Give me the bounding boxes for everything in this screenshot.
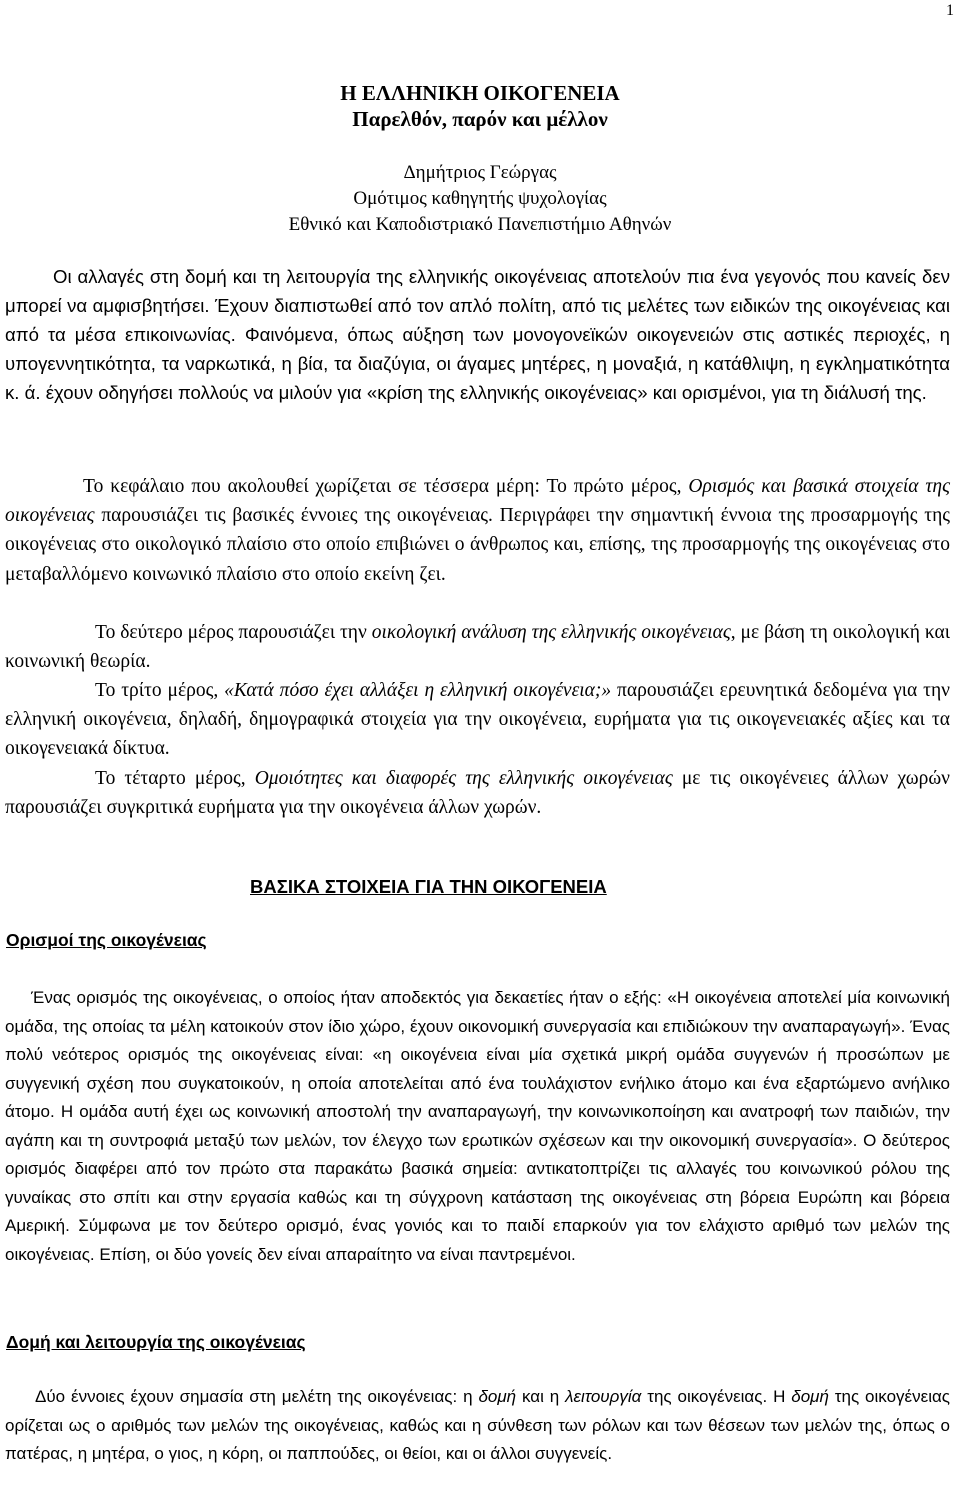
structure-text-c: της οικογένειας. Η (641, 1387, 792, 1406)
intro-paragraph: Οι αλλαγές στη δομή και τη λειτουργία της ελληνικής οικογένειας αποτελούν πια ένα γεγονός που κανείς δεν μπορεί να αμφισβητήσει. Έχουν διαπιστωθεί από τον απλό πολίτη, από τις μελέτες των ειδικών της οικογένειας και από τα μέσα επικοινωνίας. Φαινόμενα, όπως αύξηση των μονογονεϊκών οικογενειών στις αστικές περιοχές, η υπογεννητικότητα, τα ναρκωτικά, η βία, τα διαζύγια, οι άγαμες μητέρες, η μοναξιά, η κατάθλιψη, η εγκληματικότητα κ. ά. έχουν οδηγήσει πολλούς να μιλούν για «κρίση της ελληνικής οικογένειας» και ορισμένοι, για τη διάλυσή της. (5, 266, 950, 403)
section-heading: ΒΑΣΙΚΑ ΣΤΟΙΧΕΙΑ ΓΙΑ ΤΗΝ ΟΙΚΟΓΕΝΕΙΑ (250, 876, 607, 897)
part-two-text: , με βάση τη οικολογική και κοινωνική θεωρία. (5, 622, 950, 673)
page-number: 1 (946, 2, 954, 19)
chapter-part-one-paragraph (5, 472, 950, 589)
structure-text-b: και η (516, 1387, 566, 1406)
part-three-text: παρουσιάζει ερευνητικά δεδομένα για την ελληνική οικογένεια, δηλαδή, δημογραφικά στοιχεία για την οικογένεια, ευρήματα για τις οικογενειακές αξίες και τα οικογενειακά δίκτυα. (5, 680, 950, 760)
chapter-part-four-paragraph (5, 764, 950, 822)
term-structure-2: δομή (791, 1387, 829, 1406)
chapter-part-three-paragraph (5, 676, 950, 764)
part-two-lead: Το δεύτερο μέρος παρουσιάζει την (95, 622, 372, 643)
part-four-lead: Το τέταρτο μέρος, (95, 768, 255, 789)
part-one-title: Ορισμός και βασικά στοιχεία της οικογένειας (5, 476, 950, 527)
definitions-heading: Ορισμοί της οικογένειας (6, 930, 207, 950)
term-function: λειτουργία (565, 1387, 642, 1406)
chapter-intro-text: Το κεφάλαιο που ακολουθεί χωρίζεται σε τέσσερα μέρη: (83, 476, 547, 497)
definitions-paragraph: Ένας ορισμός της οικογένειας, ο οποίος ήταν αποδεκτός για δεκαετίες ήταν ο εξής: «Η οικογένεια αποτελεί μία κοινωνική ομάδα, της οποίας τα μέλη κατοικούν στον ίδιο χώρο, έχουν οικονομική συνεργασία και επιδιώκουν την αναπαραγωγή». Ένας πολύ νεότερος ορισμός της οικογένειας είναι: «η οικογένεια είναι μία σχετικά μικρή ομάδα συγγενών ή προσώπων με συγγενική σχέση που συγκατοικούν, η οποία αποτελείται από ένα τουλάχιστον ενήλικο άτομο και ένα εξαρτώμενο ανήλικο άτομο. Η ομάδα αυτή έχει ως κοινωνική αποστολή την αναπαραγωγή, την κοινωνικοποίηση και ανατροφή των παιδιών, την αγάπη και τη συντροφιά μεταξύ των μελών, τον έλεγχο των ερωτικών σχέσεων και την οικονομική συνεργασία». Ο δεύτερος ορισμός διαφέρει από τον πρώτο στα παρακάτω βασικά σημεία: αντικατοπτρίζει τις αλλαγές του κοινωνικού ρόλου της γυναίκας στο σπίτι και στην εργασία καθώς και τη σύγχρονη κατάσταση της οικογένειας στη βόρεια Ευρώπη και βόρεια Αμερική. Σύμφωνα με τον δεύτερο ορισμό, ένας γονιός και το παιδί επαρκούν για τον ελάχιστο αριθμό των μελών της οικογένειας. Επίση, οι δύο γονείς δεν είναι απαραίτητο να είναι παντρεμένοι. (5, 988, 950, 1264)
author-institution: Εθνικό και Καποδιστριακό Πανεπιστήμιο Αθηνών (288, 214, 672, 235)
part-two-title: οικολογική ανάλυση της ελληνικής οικογένειας (371, 622, 731, 643)
author-name: Δημήτριος Γεώργας (403, 162, 557, 183)
part-three-title: «Κατά πόσο έχει αλλάξει η ελληνική οικογένεια;» (224, 680, 612, 701)
part-three-lead: Το τρίτο μέρος, (95, 680, 225, 701)
term-structure: δομή (478, 1387, 517, 1406)
author-position: Ομότιμος καθηγητής ψυχολογίας (353, 188, 607, 209)
document-subtitle: Παρελθόν, παρόν και μέλλον (352, 107, 608, 131)
part-one-text: παρουσιάζει τις βασικές έννοιες της οικογένειας. Περιγράφει την σημαντική έννοια της προσαρμογής της οικογένειας στο οικολογικό πλαίσιο στο οποίο επιβιώνει ο άνθρωπος και, επίσης, της προσαρμογής της οικογένειας στο μεταβαλλόμενο κοινωνικό πλαίσιο στο οποίο εκείνη ζει. (5, 505, 950, 585)
chapter-part-two-paragraph (5, 618, 950, 676)
structure-heading: Δομή και λειτουργία της οικογένειας (6, 1332, 306, 1352)
part-four-text: με τις οικογένειες άλλων χωρών παρουσιάζει συγκριτικά ευρήματα για την οικογένεια άλλων χωρών. (5, 768, 950, 819)
part-four-title: Ομοιότητες και διαφορές της ελληνικής οικογένειας (254, 768, 673, 789)
structure-text-a: Δύο έννοιες έχουν σημασία στη μελέτη της οικογένειας: η (35, 1387, 479, 1406)
part-one-lead: Το πρώτο μέρος, (546, 476, 689, 497)
structure-text-d: της οικογένειας ορίζεται ως ο αριθμός των μελών της οικογένειας, καθώς και η σύνθεση των ρόλων και των θέσεων των μελών της, όπως ο πατέρας, η μητέρα, ο γιος, η κόρη, οι παππούδες, οι θείοι, και οι άλλοι συγγενείς. (5, 1387, 950, 1463)
structure-paragraph (5, 1383, 950, 1469)
document-title: Η ΕΛΛΗΝΙΚΗ ΟΙΚΟΓΕΝΕΙΑ (340, 81, 620, 105)
